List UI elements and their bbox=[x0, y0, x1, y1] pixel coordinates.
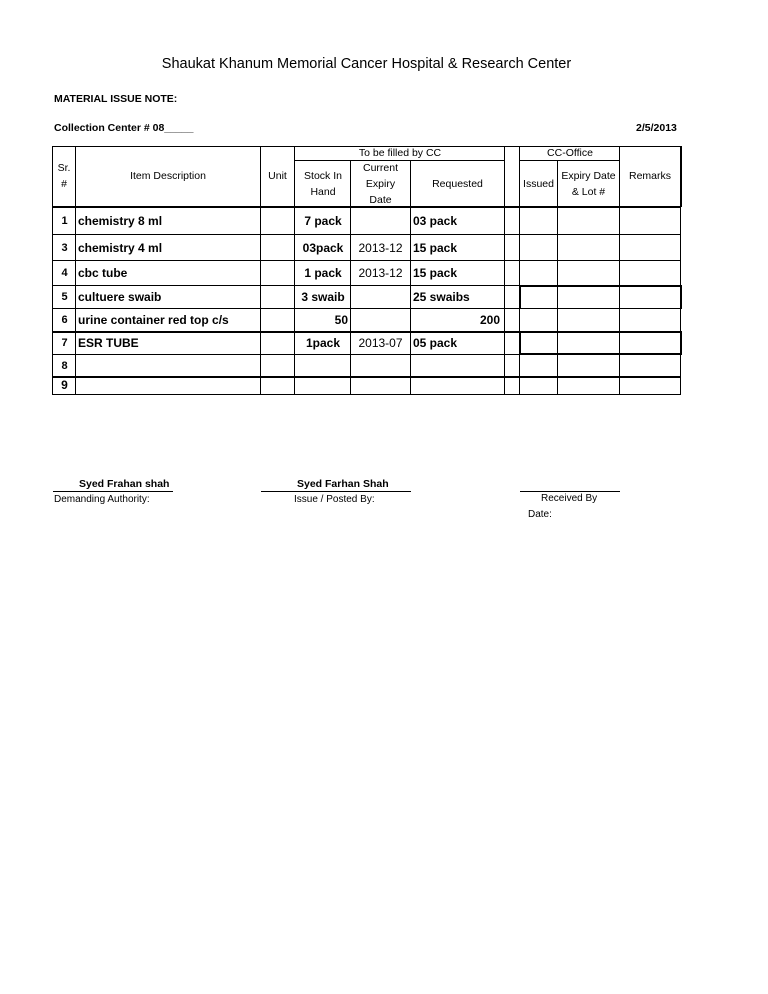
row-stock: 03pack bbox=[302, 240, 344, 255]
grid-line bbox=[519, 331, 521, 355]
grid-line bbox=[52, 234, 681, 235]
demanding-signature-line bbox=[53, 491, 173, 492]
row-stock: 3 swaib bbox=[301, 290, 345, 304]
date-label: Date: bbox=[528, 509, 552, 520]
col-desc-header: Item Description bbox=[130, 170, 206, 182]
grid-line bbox=[680, 331, 682, 355]
row-description: chemistry 4 ml bbox=[78, 240, 163, 255]
row-unit bbox=[262, 207, 294, 234]
grid-line bbox=[52, 206, 681, 208]
row-unit bbox=[262, 286, 294, 308]
issue-signature-line bbox=[261, 491, 411, 492]
row-unit bbox=[262, 235, 294, 260]
received-by-label: Received By bbox=[541, 493, 598, 504]
row-expiry: 2013-12 bbox=[358, 266, 403, 280]
row-requested bbox=[413, 355, 502, 376]
grid-line bbox=[619, 146, 620, 394]
row-stock bbox=[296, 377, 350, 393]
row-stock: 7 pack bbox=[304, 213, 342, 228]
row-sr: 4 bbox=[61, 267, 68, 279]
row-requested: 25 swaibs bbox=[413, 290, 470, 304]
row-sr: 6 bbox=[61, 314, 68, 326]
row-sr: 1 bbox=[61, 214, 68, 227]
grid-line bbox=[410, 160, 411, 394]
grid-line bbox=[557, 160, 558, 394]
row-requested: 03 pack bbox=[413, 213, 458, 228]
issue-posted-name: Syed Farhan Shah bbox=[297, 478, 389, 490]
row-sr: 9 bbox=[61, 378, 68, 392]
row-sr: 3 bbox=[61, 241, 68, 254]
row-expiry: 2013-07 bbox=[358, 336, 403, 350]
grid-line bbox=[294, 146, 295, 394]
col-sr-header: Sr. # bbox=[57, 162, 71, 190]
demanding-authority-name: Syed Frahan shah bbox=[79, 478, 170, 490]
row-unit bbox=[262, 261, 294, 285]
row-unit bbox=[262, 355, 294, 376]
col-requested-header: Requested bbox=[432, 177, 483, 190]
grid-line bbox=[519, 160, 620, 161]
group-cc-header: To be filled by CC bbox=[358, 147, 442, 159]
grid-line bbox=[52, 331, 681, 333]
row-sr: 5 bbox=[61, 291, 68, 303]
row-description bbox=[78, 355, 260, 376]
grid-line bbox=[75, 146, 76, 394]
row-expiry bbox=[351, 377, 410, 393]
grid-line bbox=[52, 376, 681, 378]
grid-line bbox=[52, 308, 681, 309]
row-unit bbox=[262, 377, 294, 393]
grid-line bbox=[294, 160, 505, 161]
received-signature-line bbox=[520, 491, 620, 492]
grid-line bbox=[52, 146, 681, 147]
grid-line bbox=[260, 146, 261, 394]
row-expiry bbox=[351, 355, 410, 376]
grid-line bbox=[52, 394, 681, 395]
row-description: urine container red top c/s bbox=[78, 313, 229, 327]
grid-line bbox=[519, 285, 681, 287]
row-expiry bbox=[351, 207, 410, 234]
group-office-header: CC-Office bbox=[547, 147, 593, 159]
grid-line bbox=[52, 146, 53, 394]
col-issued-header: Issued bbox=[523, 177, 554, 190]
col-unit-header: Unit bbox=[268, 170, 287, 182]
row-requested: 200 bbox=[479, 313, 500, 327]
row-description: chemistry 8 ml bbox=[78, 213, 163, 228]
row-description: cbc tube bbox=[78, 266, 128, 280]
row-expiry bbox=[351, 286, 410, 308]
row-expiry: 2013-12 bbox=[358, 240, 403, 255]
col-remarks-header: Remarks bbox=[628, 170, 671, 182]
page-title: Shaukat Khanum Memorial Cancer Hospital & Research Center bbox=[161, 56, 572, 72]
col-stock-header: Stock In Hand bbox=[304, 169, 342, 198]
collection-center: Collection Center # 08_____ bbox=[54, 122, 194, 134]
row-stock bbox=[296, 355, 350, 376]
row-description bbox=[78, 377, 260, 393]
row-requested: 15 pack bbox=[413, 240, 458, 255]
grid-line bbox=[519, 353, 681, 355]
row-requested: 05 pack bbox=[413, 336, 458, 350]
row-sr: 8 bbox=[61, 359, 68, 372]
row-description: ESR TUBE bbox=[78, 336, 139, 350]
row-sr: 7 bbox=[61, 337, 68, 349]
grid-line bbox=[52, 260, 681, 261]
row-description: cultuere swaib bbox=[78, 290, 162, 304]
grid-line bbox=[519, 285, 521, 309]
row-requested: 15 pack bbox=[413, 266, 458, 280]
grid-line bbox=[519, 146, 520, 394]
row-expiry bbox=[351, 309, 410, 331]
note-title: MATERIAL ISSUE NOTE: bbox=[54, 93, 178, 105]
grid-line bbox=[680, 285, 682, 309]
row-stock: 1pack bbox=[305, 336, 341, 350]
row-stock: 1 pack bbox=[304, 266, 342, 280]
col-expiry-header: Current Expiry Date bbox=[362, 161, 398, 206]
col-expiry-lot-header: Expiry Date & Lot # bbox=[561, 169, 616, 198]
row-stock: 50 bbox=[334, 313, 348, 327]
demanding-authority-label: Demanding Authority: bbox=[54, 494, 150, 505]
grid-line bbox=[680, 146, 682, 207]
row-unit bbox=[262, 309, 294, 331]
issue-posted-label: Issue / Posted By: bbox=[294, 494, 375, 505]
grid-line bbox=[350, 160, 351, 394]
row-requested bbox=[413, 377, 502, 393]
document-date: 2/5/2013 bbox=[636, 122, 677, 134]
row-unit bbox=[262, 332, 294, 354]
grid-line bbox=[504, 146, 505, 394]
